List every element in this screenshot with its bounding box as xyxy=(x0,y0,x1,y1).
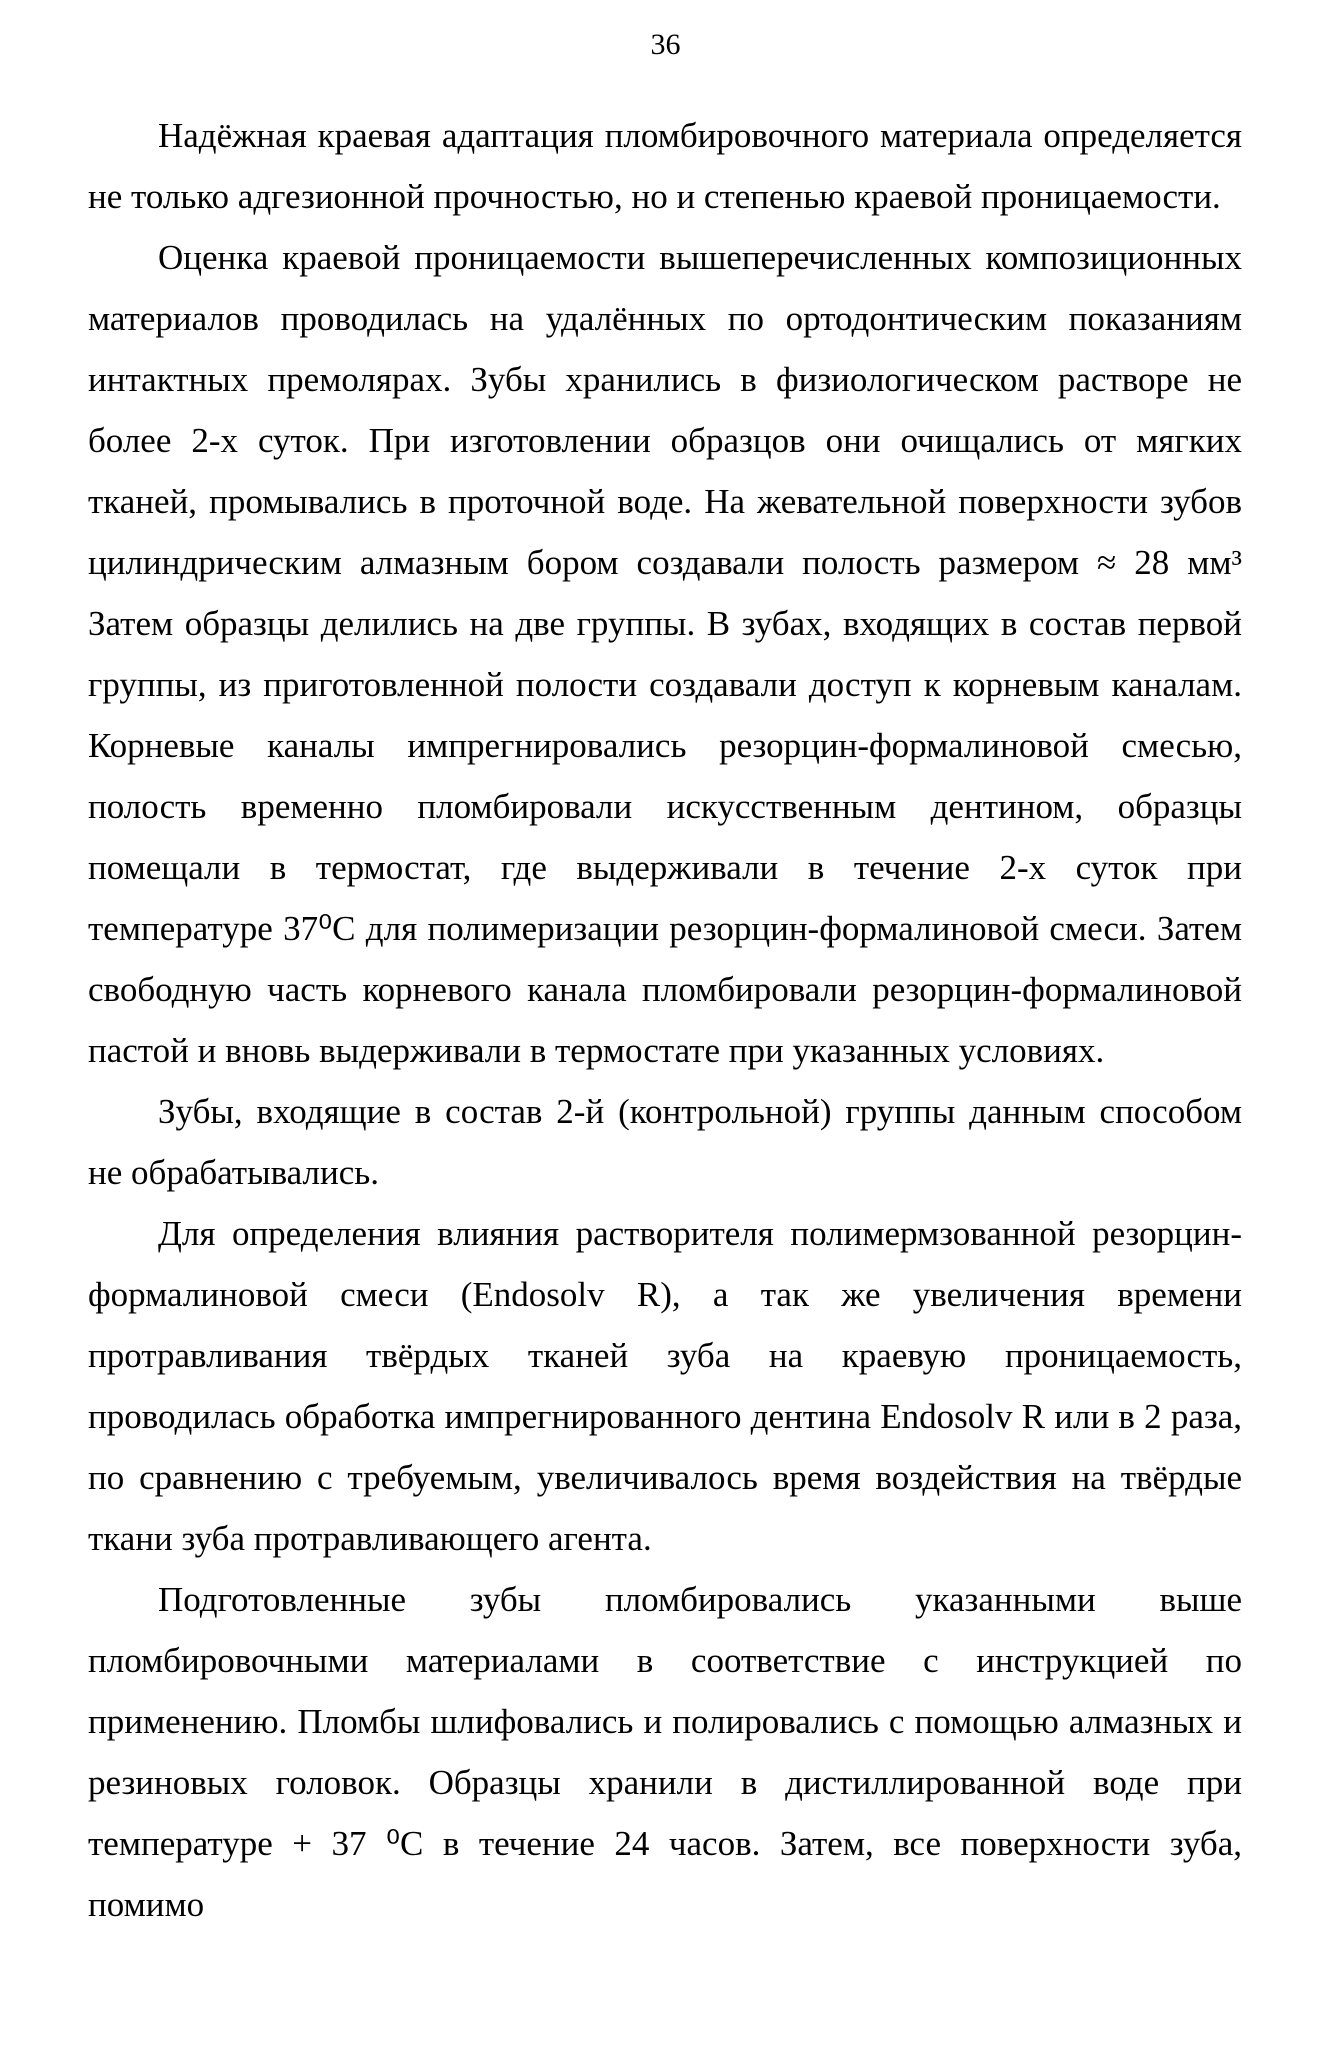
paragraph-adhesion: Надёжная краевая адаптация пломбировочного материала определяется не только адгезионной прочностью, но и степенью краевой проницаемости. xyxy=(88,116,1242,216)
paragraph-solvent-influence: Для определения влияния растворителя полимермзованной резорцин-формалиновой смеси (Endosolv R), а так же увеличения времени протравливания твёрдых тканей зуба на краевую проницаемость, проводилась обработка импрегнированного дентина Endosolv R или в 2 раза, по сравнению с требуемым, увеличивалось время воздействия на твёрдые ткани зуба протравливающего агента. xyxy=(88,1214,1242,1558)
page-number: 36 xyxy=(650,28,681,61)
document-body xyxy=(88,105,1242,1935)
paragraph-method: Оценка краевой проницаемости вышеперечисленных композиционных материалов проводилась на удалённых по ортодонтическим показаниям интактных премолярах. Зубы хранились в физиологическом растворе не более 2-х суток. При изготовлении образцов они очищались от мягких тканей, промывались в проточной воде. На жевательной поверхности зубов цилиндрическим алмазным бором создавали полость размером ≈ 28 мм³ Затем образцы делились на две группы. В зубах, входящих в состав первой группы, из приготовленной полости создавали доступ к корневым каналам. Корневые каналы импрегнировались резорцин-формалиновой смесью, полость временно пломбировали искусственным дентином, образцы помещали в термостат, где выдерживали в течение 2-х суток при температуре 37⁰С для полимеризации резорцин-формалиновой смеси. Затем свободную часть корневого канала пломбировали резорцин-формалиновой пастой и вновь выдерживали в термостате при указанных условиях. xyxy=(88,238,1242,1070)
paragraph-control-group: Зубы, входящие в состав 2-й (контрольной) группы данным способом не обрабатывались. xyxy=(88,1092,1242,1192)
paragraph-filling-procedure: Подготовленные зубы пломбировались указанными выше пломбировочными материалами в соответствие с инструкцией по применению. Пломбы шлифовались и полировались с помощью алмазных и резиновых головок. Образцы хранили в дистиллированной воде при температуре + 37 ⁰С в течение 24 часов. Затем, все поверхности зуба, помимо xyxy=(88,1580,1242,1924)
